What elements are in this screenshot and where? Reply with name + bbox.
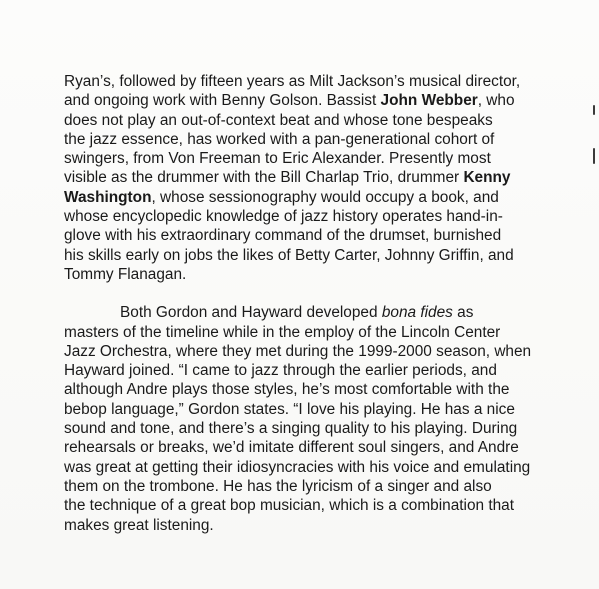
text-run: as [452, 304, 474, 322]
text-line: whose encyclopedic knowledge of jazz history operates hand-in- [64, 208, 503, 226]
text-line: makes great listening. [64, 516, 214, 534]
text-line [64, 188, 586, 207]
text-run: visible as the drummer with the Bill Charlap Trio, drummer [64, 169, 464, 187]
text-line: bebop language,” Gordon states. “I love his playing. He has a nice [64, 400, 515, 418]
text-line: the jazz essence, has worked with a pan-generational cohort of [64, 130, 495, 148]
italic-phrase: bona fides [381, 304, 453, 322]
text-line: them on the trombone. He has the lyricism of a singer and also [64, 477, 492, 495]
text-line: his skills early on jobs the likes of Betty Carter, Johnny Griffin, and [64, 246, 514, 264]
text-line [64, 168, 586, 187]
page-edge-mark [593, 105, 595, 115]
text-line: Tommy Flanagan. [64, 265, 187, 283]
text-run: , whose sessionography would occupy a book, and [151, 188, 499, 206]
text-run: Both Gordon and Hayward developed [120, 304, 382, 322]
text-line: does not play an out-of-context beat and whose tone bespeaks [64, 111, 493, 129]
text-line: sound and tone, and there’s a singing quality to his playing. During [64, 420, 518, 438]
text-line: rehearsals or breaks, we’d imitate different soul singers, and Andre [64, 439, 519, 457]
text-line [64, 303, 586, 322]
text-line: although Andre plays those styles, he’s most comfortable with the [64, 381, 510, 399]
musician-name-kenny: Kenny [463, 169, 511, 187]
paragraph-1 [64, 72, 586, 284]
text-line: was great at getting their idiosyncracies with his voice and emulating [64, 458, 531, 476]
text-line: Ryan’s, followed by fifteen years as Milt Jackson’s musical director, [64, 73, 521, 90]
musician-name-john-webber: John Webber [380, 92, 478, 110]
text-line: swingers, from Von Freeman to Eric Alexander. Presently most [64, 150, 491, 168]
musician-name-washington: Washington [64, 188, 152, 206]
body-text [64, 72, 586, 535]
text-line: masters of the timeline while in the employ of the Lincoln Center [64, 323, 501, 341]
text-run: and ongoing work with Benny Golson. Bassist [64, 92, 381, 110]
text-line: Jazz Orchestra, where they met during the 1999-2000 season, when [64, 342, 532, 360]
text-line: Hayward joined. “I came to jazz through the earlier periods, and [64, 362, 497, 380]
page-edge-mark [593, 148, 595, 164]
paragraph-2 [64, 303, 586, 535]
text-line: glove with his extraordinary command of the drumset, burnished [64, 227, 502, 245]
paragraph-gap [64, 284, 586, 303]
text-run: , who [477, 92, 515, 110]
text-line: the technique of a great bop musician, which is a combination that [64, 497, 515, 515]
text-line [64, 91, 586, 110]
